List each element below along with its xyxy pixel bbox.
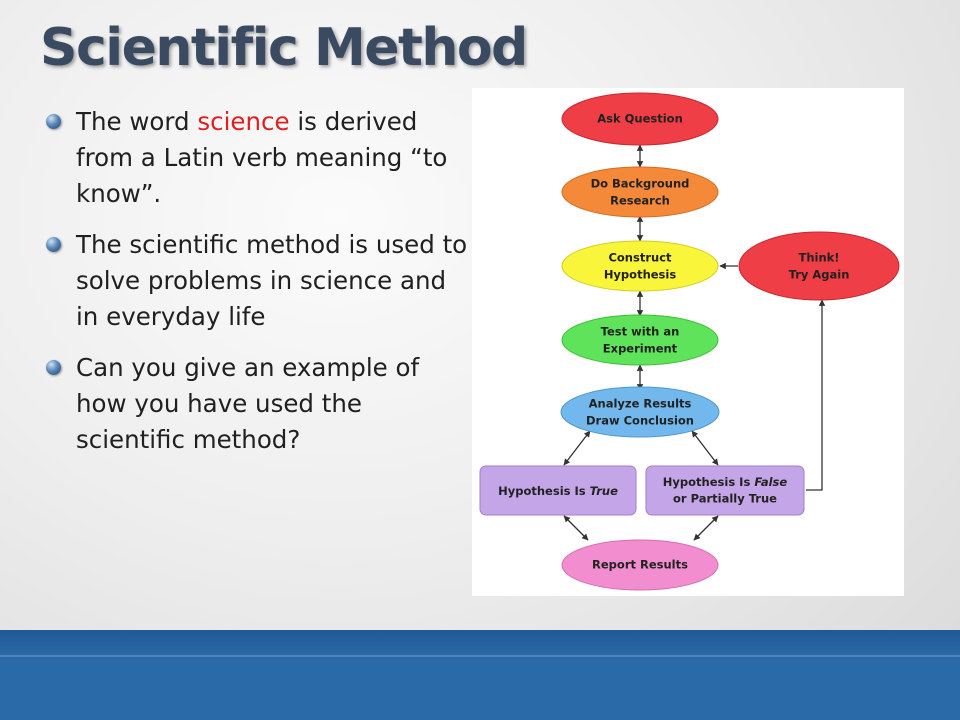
bullet-text: The scientific method is used to solve problems in science and in everyday life (76, 230, 468, 331)
highlighted-word-science: science (197, 107, 290, 136)
bullet-orb-icon (46, 360, 61, 375)
scientific-method-flowchart (472, 88, 904, 596)
node-background-research-line2: Research (610, 193, 670, 208)
node-background-research (562, 167, 718, 217)
arrow-false-to-try-again (806, 300, 822, 490)
node-background-research-line1: Do Background (590, 176, 690, 191)
hypothesis-false-italic: False (754, 474, 788, 489)
node-test-experiment (562, 315, 718, 365)
node-analyze-results-line2: Draw Conclusion (586, 413, 694, 428)
node-test-experiment-line1: Test with an (600, 324, 680, 339)
hypothesis-true-italic: True (589, 483, 618, 498)
arrow-analyze-to-false (692, 431, 718, 465)
footer-divider (0, 655, 960, 657)
bullet-list (44, 104, 469, 473)
bullet-text: Can you give an example of how you have used the scientific method? (76, 353, 420, 454)
bullet-text-after: is derived from a Latin verb meaning “to know”. (76, 107, 448, 208)
node-hypothesis-false-line1 (663, 475, 788, 489)
node-analyze-results (561, 387, 719, 437)
node-construct-hypothesis-line2: Hypothesis (603, 267, 677, 282)
footer-band (0, 630, 960, 720)
bullet-orb-icon (46, 114, 61, 129)
node-construct-hypothesis-line1: Construct (608, 250, 672, 265)
bullet-item-method-use (44, 227, 469, 335)
bullet-item-science-etymology (44, 104, 469, 212)
bullet-text-before: The word (76, 107, 198, 136)
node-ask-question-label: Ask Question (597, 111, 683, 126)
hypothesis-false-plain: Hypothesis Is (662, 474, 755, 489)
node-test-experiment-line2: Experiment (602, 341, 678, 356)
bullet-item-question (44, 350, 469, 458)
arrow-true-to-report (564, 516, 588, 540)
bullet-orb-icon (46, 237, 61, 252)
arrow-false-to-report (694, 516, 718, 540)
hypothesis-true-plain: Hypothesis Is (498, 483, 590, 498)
node-hypothesis-false-line2: or Partially True (673, 491, 777, 506)
node-analyze-results-line1: Analyze Results (588, 396, 692, 411)
slide-title: Scientific Method (40, 18, 527, 78)
arrow-analyze-to-true (564, 431, 590, 465)
node-hypothesis-false (646, 466, 804, 515)
node-hypothesis-true-label (498, 484, 618, 498)
node-construct-hypothesis (562, 241, 718, 291)
node-report-results-label: Report Results (592, 557, 688, 572)
node-try-again-line1: Think! (798, 250, 840, 265)
flowchart-svg (472, 88, 904, 596)
node-try-again-line2: Try Again (788, 267, 850, 282)
node-try-again (739, 232, 899, 300)
